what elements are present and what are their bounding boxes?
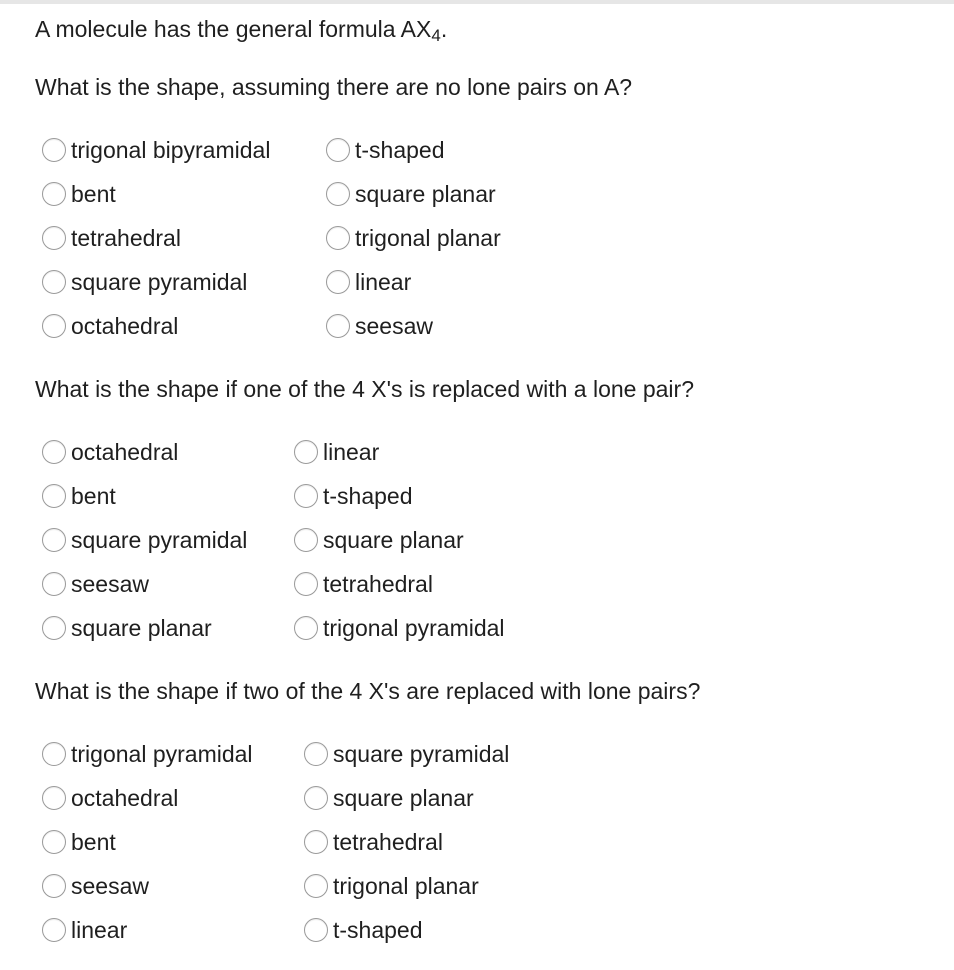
q2-option[interactable] xyxy=(42,562,282,606)
q1-option[interactable] xyxy=(42,260,314,304)
q1-option[interactable] xyxy=(42,172,314,216)
option-label: seesaw xyxy=(71,872,149,899)
q3-option[interactable] xyxy=(42,820,292,864)
radio-button[interactable] xyxy=(326,182,350,206)
radio-button[interactable] xyxy=(294,572,318,596)
option-label: octahedral xyxy=(71,784,179,811)
q2-option[interactable] xyxy=(294,606,505,650)
option-label: square planar xyxy=(355,180,496,207)
option-label: t-shaped xyxy=(323,482,413,509)
option-label: trigonal planar xyxy=(333,872,479,899)
q2-option[interactable] xyxy=(294,562,505,606)
question-2-options xyxy=(42,430,505,650)
q1-option[interactable] xyxy=(42,216,314,260)
radio-button[interactable] xyxy=(42,572,66,596)
question-1-options xyxy=(42,128,501,348)
radio-button[interactable] xyxy=(42,786,66,810)
option-label: seesaw xyxy=(355,312,433,339)
option-label: square pyramidal xyxy=(333,740,510,767)
option-label: linear xyxy=(355,268,412,295)
option-label: square planar xyxy=(333,784,474,811)
radio-button[interactable] xyxy=(42,484,66,508)
radio-button[interactable] xyxy=(304,874,328,898)
q3-option[interactable] xyxy=(304,864,509,908)
option-label: tetrahedral xyxy=(333,828,443,855)
radio-button[interactable] xyxy=(42,270,66,294)
q3-option[interactable] xyxy=(42,864,292,908)
option-label: trigonal planar xyxy=(355,224,501,251)
radio-button[interactable] xyxy=(304,830,328,854)
radio-button[interactable] xyxy=(294,484,318,508)
radio-button[interactable] xyxy=(42,314,66,338)
q3-option[interactable] xyxy=(304,732,509,776)
option-label: tetrahedral xyxy=(323,570,433,597)
q3-option[interactable] xyxy=(42,732,292,776)
q2-option[interactable] xyxy=(42,518,282,562)
intro-text xyxy=(35,14,447,44)
radio-button[interactable] xyxy=(326,314,350,338)
radio-button[interactable] xyxy=(42,226,66,250)
radio-button[interactable] xyxy=(294,616,318,640)
q3-option[interactable] xyxy=(304,776,509,820)
option-label: tetrahedral xyxy=(71,224,181,251)
option-label: square pyramidal xyxy=(71,526,248,553)
radio-button[interactable] xyxy=(326,270,350,294)
option-label: square planar xyxy=(71,614,212,641)
q1-option[interactable] xyxy=(42,304,314,348)
q2-option[interactable] xyxy=(294,430,505,474)
intro-subscript: 4 xyxy=(431,26,441,45)
q3-option[interactable] xyxy=(304,908,509,952)
radio-button[interactable] xyxy=(42,918,66,942)
radio-button[interactable] xyxy=(304,786,328,810)
intro-suffix: . xyxy=(440,16,448,42)
radio-button[interactable] xyxy=(326,138,350,162)
q2-option[interactable] xyxy=(294,474,505,518)
option-label: linear xyxy=(323,438,380,465)
option-label: trigonal pyramidal xyxy=(323,614,505,641)
q1-option[interactable] xyxy=(326,128,501,172)
q1-option[interactable] xyxy=(42,128,314,172)
radio-button[interactable] xyxy=(42,616,66,640)
option-label: trigonal bipyramidal xyxy=(71,136,271,163)
radio-button[interactable] xyxy=(42,528,66,552)
question-3-prompt: What is the shape if two of the 4 X's are replaced with lone pairs? xyxy=(35,678,701,704)
radio-button[interactable] xyxy=(42,182,66,206)
q2-option[interactable] xyxy=(294,518,505,562)
q1-option[interactable] xyxy=(326,172,501,216)
option-label: bent xyxy=(71,180,116,207)
option-label: seesaw xyxy=(71,570,149,597)
radio-button[interactable] xyxy=(42,440,66,464)
radio-button[interactable] xyxy=(42,138,66,162)
q1-option[interactable] xyxy=(326,216,501,260)
q3-option[interactable] xyxy=(42,908,292,952)
option-label: bent xyxy=(71,828,116,855)
q2-option[interactable] xyxy=(42,606,282,650)
option-label: octahedral xyxy=(71,312,179,339)
q1-option[interactable] xyxy=(326,260,501,304)
question-3-options xyxy=(42,732,509,952)
option-label: square planar xyxy=(323,526,464,553)
question-1-prompt: What is the shape, assuming there are no lone pairs on A? xyxy=(35,74,633,100)
radio-button[interactable] xyxy=(42,830,66,854)
q3-option[interactable] xyxy=(42,776,292,820)
option-label: octahedral xyxy=(71,438,179,465)
option-label: linear xyxy=(71,916,128,943)
radio-button[interactable] xyxy=(294,440,318,464)
option-label: t-shaped xyxy=(355,136,445,163)
option-label: t-shaped xyxy=(333,916,423,943)
option-label: bent xyxy=(71,482,116,509)
radio-button[interactable] xyxy=(42,874,66,898)
option-label: trigonal pyramidal xyxy=(71,740,253,767)
q1-option[interactable] xyxy=(326,304,501,348)
q3-option[interactable] xyxy=(304,820,509,864)
radio-button[interactable] xyxy=(304,918,328,942)
option-label: square pyramidal xyxy=(71,268,248,295)
question-2-prompt: What is the shape if one of the 4 X's is replaced with a lone pair? xyxy=(35,376,694,402)
q2-option[interactable] xyxy=(42,474,282,518)
radio-button[interactable] xyxy=(326,226,350,250)
q2-option[interactable] xyxy=(42,430,282,474)
intro-formula-text: A molecule has the general formula AX xyxy=(35,16,432,42)
radio-button[interactable] xyxy=(304,742,328,766)
top-border xyxy=(0,0,954,4)
radio-button[interactable] xyxy=(42,742,66,766)
radio-button[interactable] xyxy=(294,528,318,552)
